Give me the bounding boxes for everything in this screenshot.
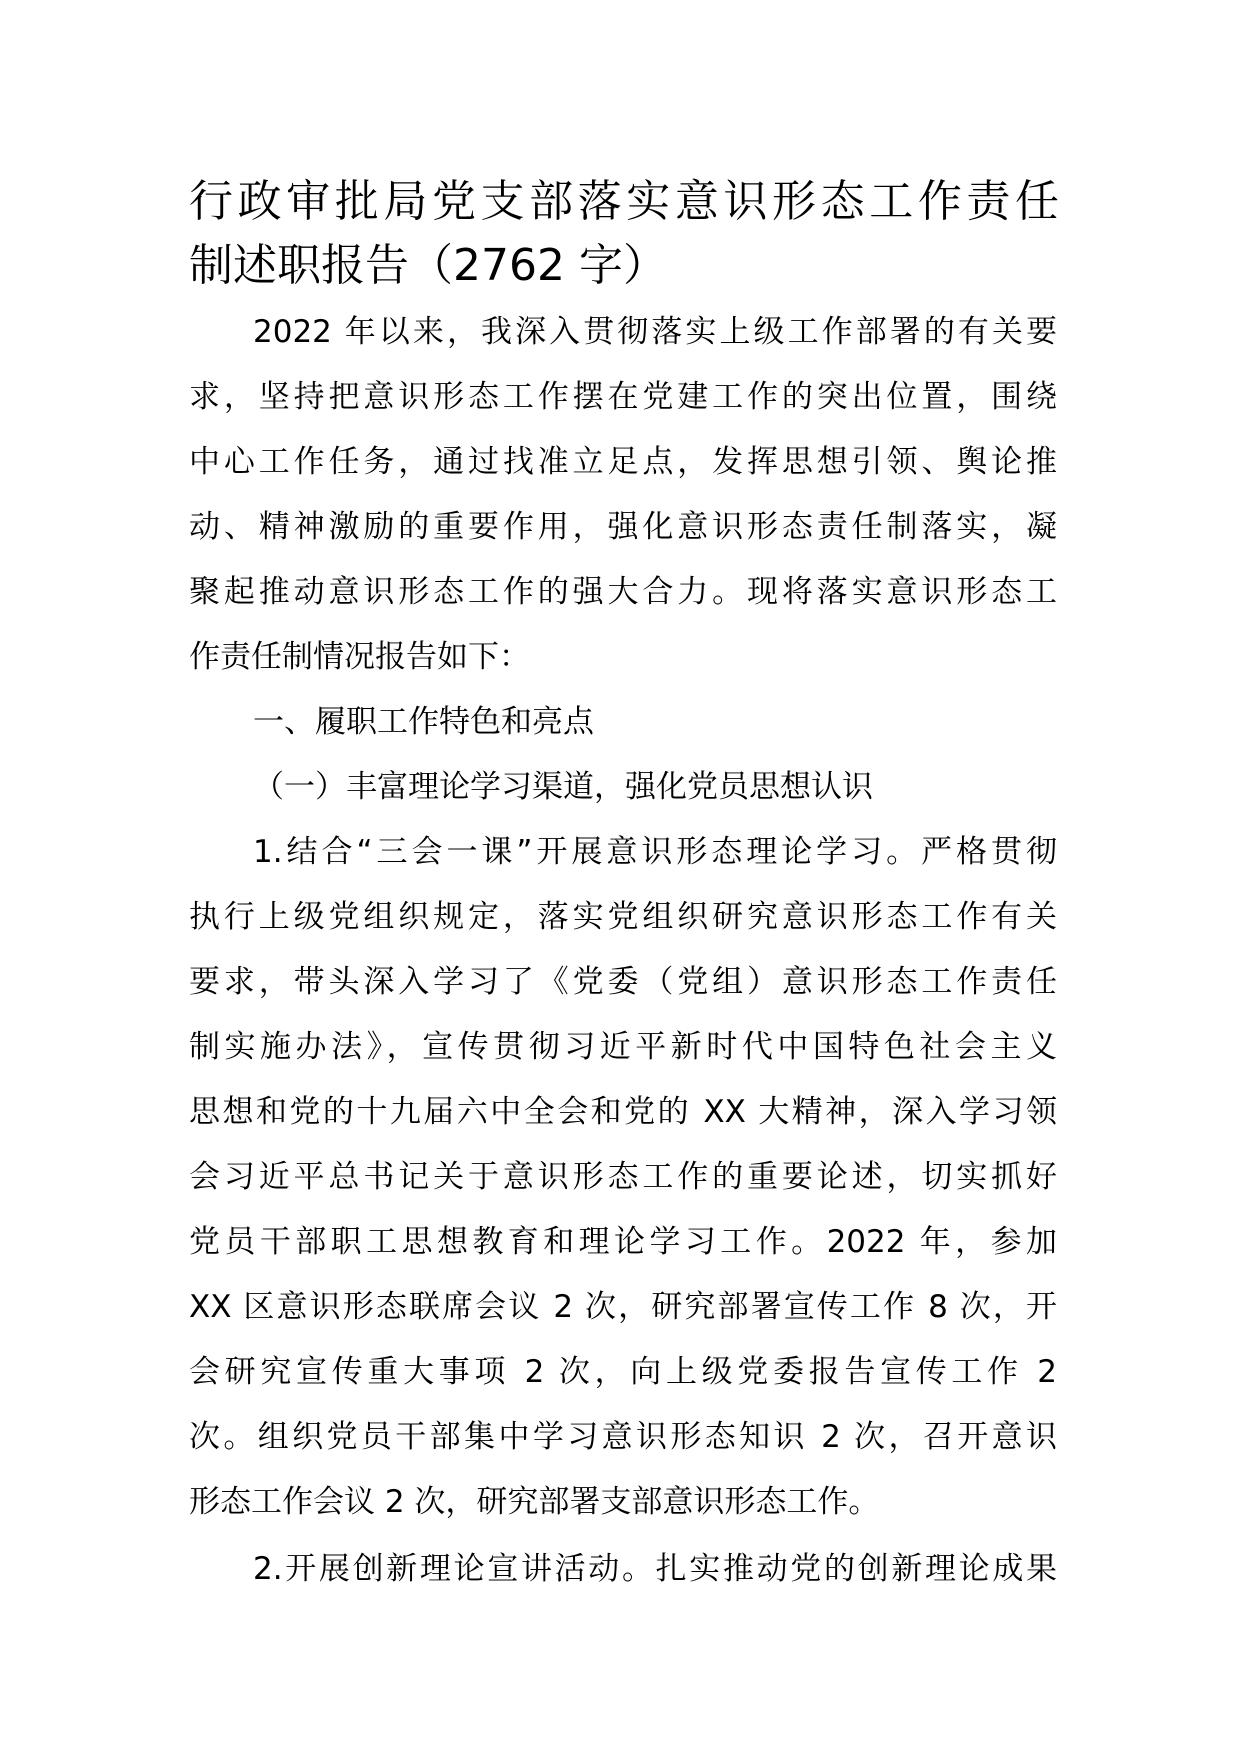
- paragraph: [189, 300, 1057, 690]
- text-line: 制实施办法》，宣传贯彻习近平新时代中国特色社会主义: [189, 1029, 1057, 1065]
- text-line: 会习近平总书记关于意识形态工作的重要论述，切实抓好: [189, 1159, 1057, 1195]
- section-heading: [189, 755, 1057, 820]
- text-line: 中心工作任务，通过找准立足点，发挥思想引领、舆论推: [189, 444, 1057, 480]
- text-line: 1.结合“三会一课”开展意识形态理论学习。严格贯彻: [253, 834, 1057, 870]
- text-line: 思想和党的十九届六中全会和党的 XX 大精神，深入学习领: [189, 1094, 1057, 1130]
- text-line: 一、履职工作特色和亮点: [253, 704, 594, 740]
- document-title: [189, 170, 1059, 298]
- section-heading: [189, 690, 1057, 755]
- text-line: 次。组织党员干部集中学习意识形态知识 2 次，召开意识: [189, 1419, 1057, 1455]
- text-line: 求，坚持把意识形态工作摆在党建工作的突出位置，围绕: [189, 379, 1057, 415]
- text-line: 动、精神激励的重要作用，强化意识形态责任制落实，凝: [189, 509, 1057, 545]
- title-line: 制述职报告（2762 字）: [189, 240, 667, 291]
- text-line: 执行上级党组织规定，落实党组织研究意识形态工作有关: [189, 899, 1057, 935]
- document-body: [189, 300, 1057, 1602]
- text-line: 要求，带头深入学习了《党委（党组）意识形态工作责任: [189, 964, 1057, 1000]
- paragraph: [189, 1537, 1057, 1602]
- paragraph: [189, 820, 1057, 1535]
- text-line: 2022 年以来，我深入贯彻落实上级工作部署的有关要: [253, 314, 1057, 350]
- text-line: （一）丰富理论学习渠道，强化党员思想认识: [253, 769, 873, 805]
- text-line: 聚起推动意识形态工作的强大合力。现将落实意识形态工: [189, 574, 1057, 610]
- text-line: 形态工作会议 2 次，研究部署支部意识形态工作。: [189, 1484, 880, 1520]
- title-line: 行政审批局党支部落实意识形态工作责任: [189, 176, 1059, 227]
- text-line: 2.开展创新理论宣讲活动。扎实推动党的创新理论成果: [253, 1551, 1057, 1587]
- text-line: 会研究宣传重大事项 2 次，向上级党委报告宣传工作 2: [189, 1354, 1057, 1390]
- text-line: 党员干部职工思想教育和理论学习工作。2022 年，参加: [189, 1224, 1057, 1260]
- text-line: 作责任制情况报告如下：: [189, 639, 530, 675]
- text-line: XX 区意识形态联席会议 2 次，研究部署宣传工作 8 次，开: [189, 1289, 1057, 1325]
